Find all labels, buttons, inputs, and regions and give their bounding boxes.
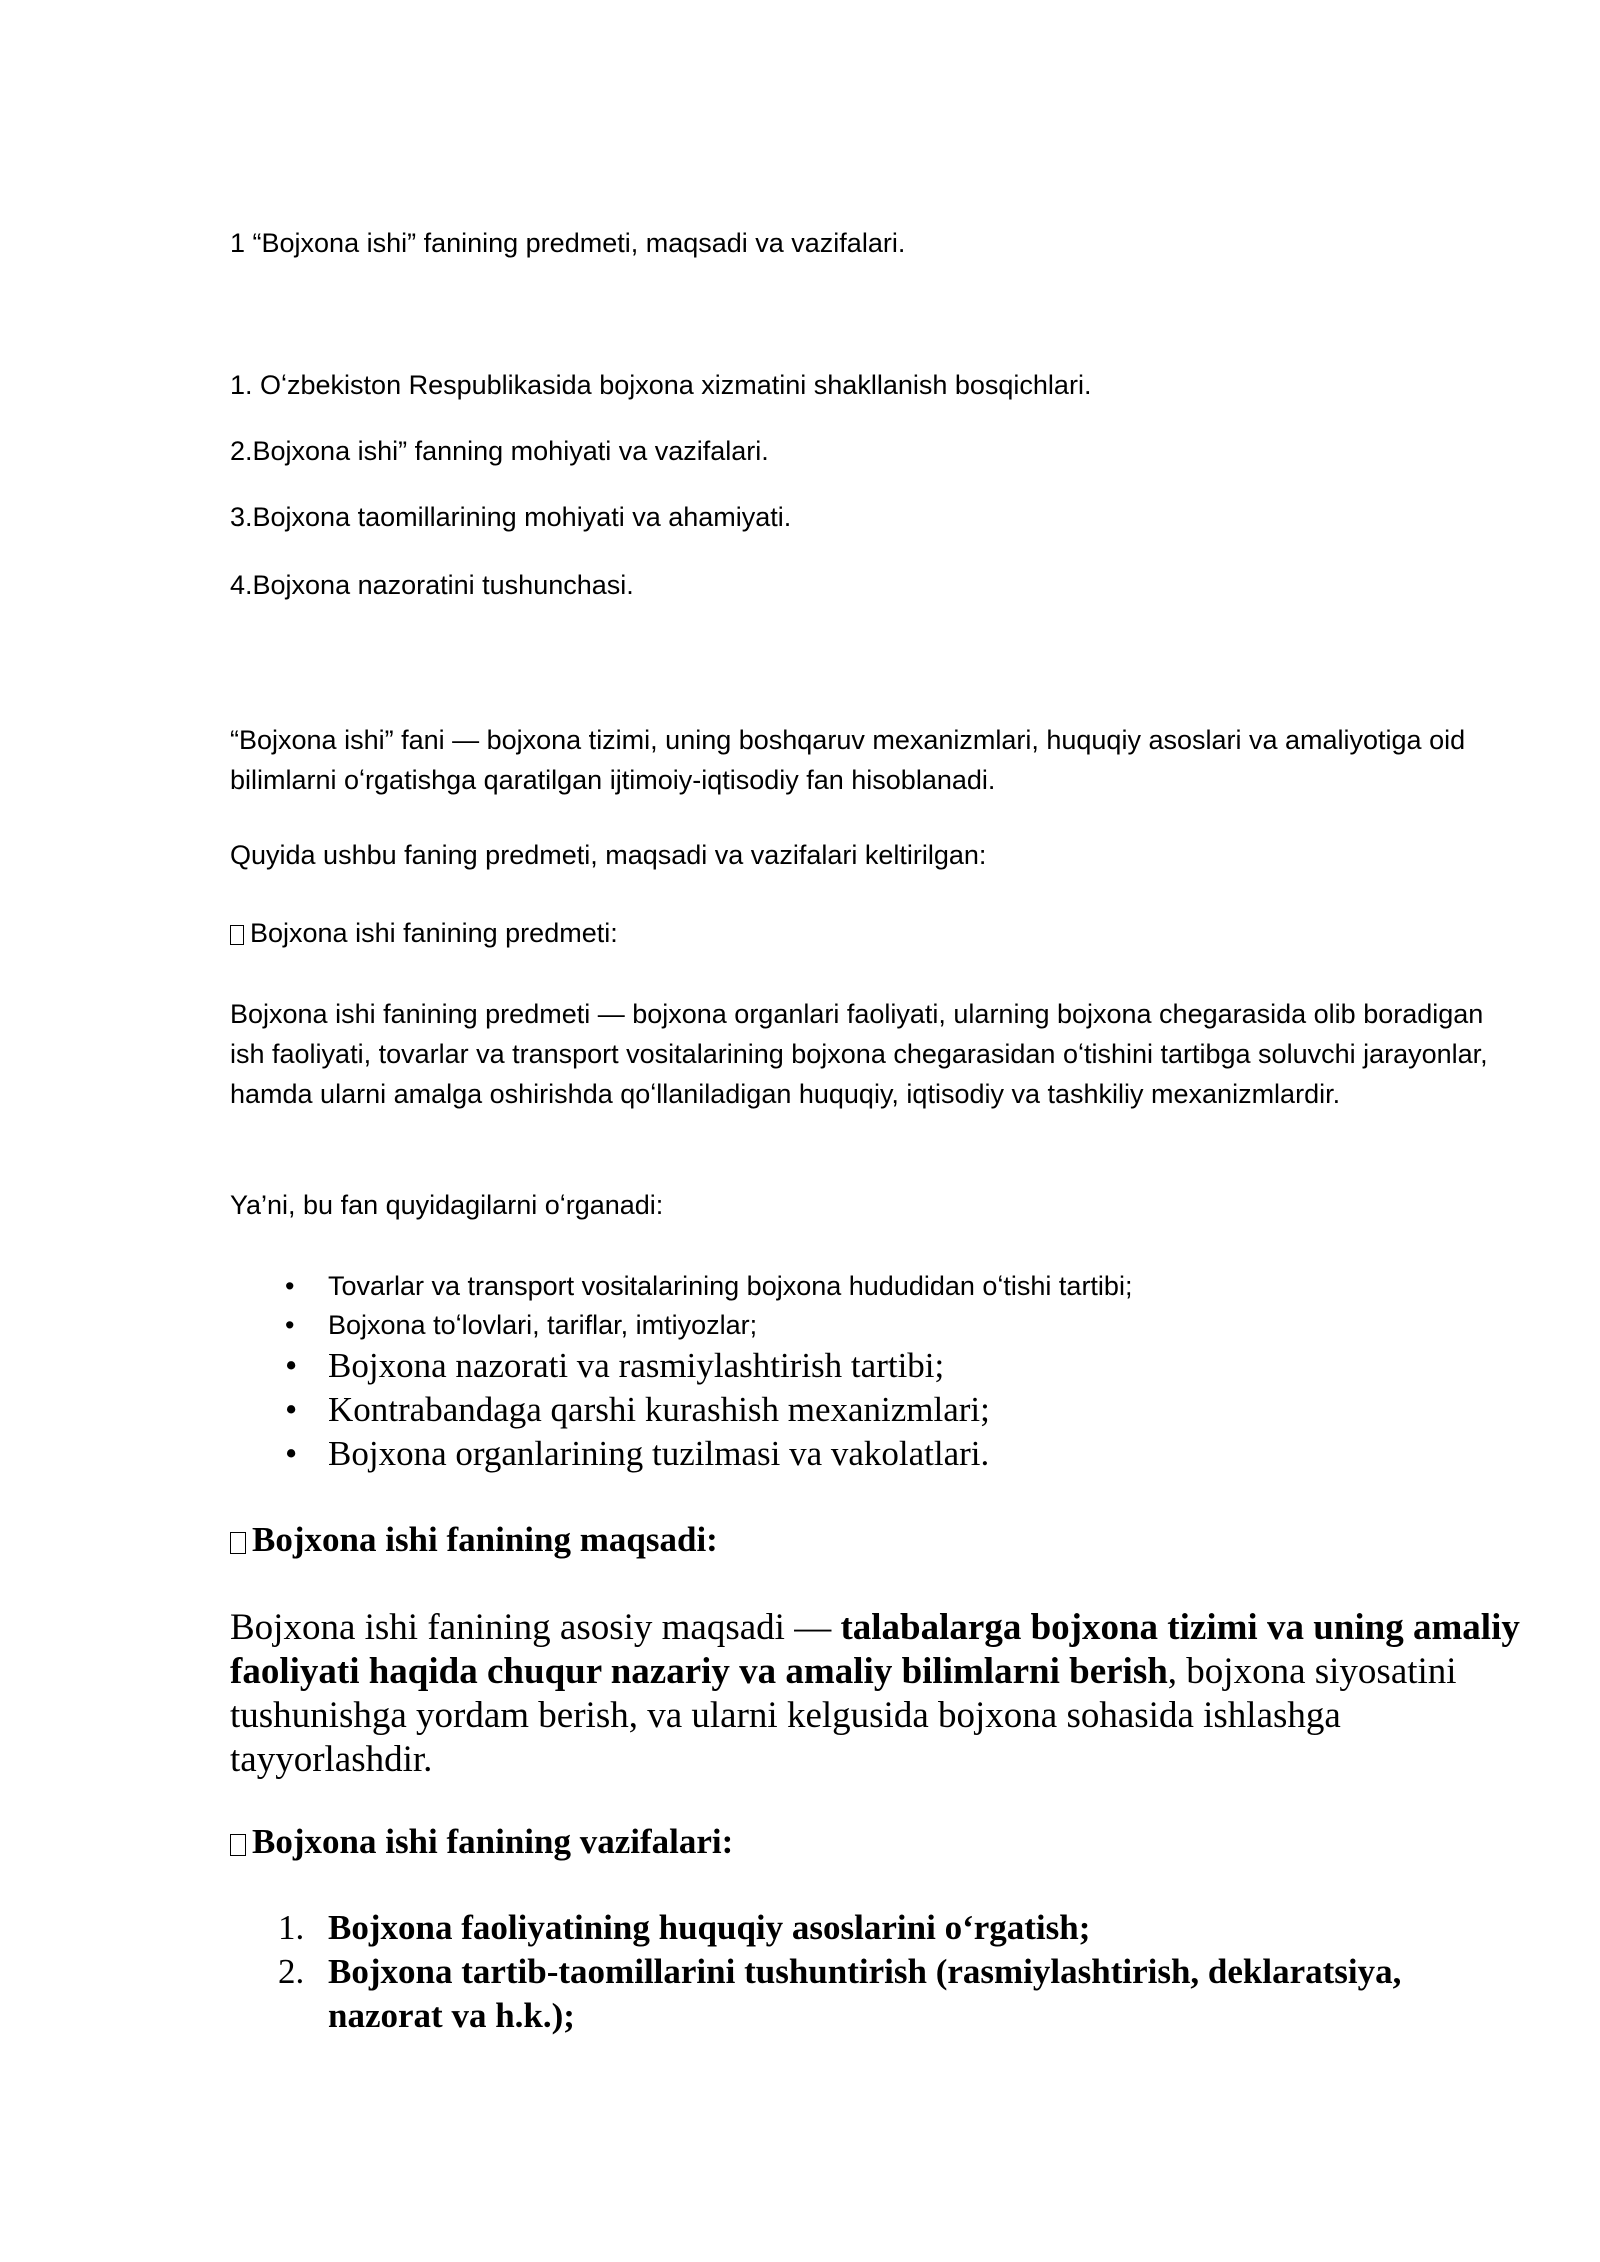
- outline-item-2: 2.Bojxona ishi” fanning mohiyati va vazifalari.: [230, 436, 769, 466]
- tasks-heading-text: Bojxona ishi fanining vazifalari:: [252, 1822, 734, 1861]
- tasks-heading: [230, 1822, 1500, 1862]
- lead-paragraph: Quyida ushbu faning predmeti, maqsadi va vazifalari keltirilgan:: [230, 840, 987, 870]
- list-item: • Bojxona nazorati va rasmiylashtirish tartibi;: [230, 1344, 1132, 1388]
- bullet: •: [285, 1434, 298, 1473]
- list-item: • Bojxona toʻlovlari, tariflar, imtiyozlar;: [230, 1306, 1132, 1344]
- missing-glyph-icon: [230, 1532, 246, 1554]
- subject-heading-text: Bojxona ishi fanining predmeti:: [250, 918, 618, 948]
- subject-heading: [230, 918, 1500, 949]
- subject-list-lead: Ya’ni, bu fan quyidagilarni oʻrganadi:: [230, 1190, 664, 1220]
- subject-paragraph: Bojxona ishi fanining predmeti — bojxona organlari faoliyati, ularning bojxona chegarasida olib boradigan ish faoliyati, tovarlar va transport vositalarining bojxona chegarasidan oʻtishini tartibga soluvchi jarayonlar, hamda ularni amalga oshirishda qoʻllaniladigan huquqiy, iqtisodiy va tashkiliy mexanizmlardir.: [230, 999, 1488, 1109]
- bullet: •: [285, 1271, 295, 1301]
- bullet: •: [285, 1390, 298, 1429]
- list-item: • Tovarlar va transport vositalarining bojxona hududidan oʻtishi tartibi;: [230, 1266, 1132, 1306]
- list-number: 2.: [278, 1952, 305, 1991]
- outline-item-3: 3.Bojxona taomillarining mohiyati va ahamiyati.: [230, 502, 792, 532]
- goal-paragraph: Bojxona ishi fanining asosiy maqsadi — talabalarga bojxona tizimi va uning amaliy faoliyati haqida chuqur nazariy va amaliy bilimlarni berish, bojxona siyosatini tushunishga yordam berish, va ularni kelgusida bojxona sohasida ishlashga tayyorlashdir.: [230, 1607, 1520, 1780]
- bullet: •: [285, 1346, 298, 1385]
- list-item: • Bojxona organlarining tuzilmasi va vakolatlari.: [230, 1432, 1132, 1476]
- list-number: 1.: [278, 1908, 305, 1947]
- goal-heading: [230, 1520, 1500, 1560]
- subject-topics-list: [230, 1266, 1132, 1476]
- goal-emphasis: talabalarga bojxona tizimi va uning amaliy faoliyati haqida chuqur nazariy va amaliy bilimlarni berish: [230, 1607, 1520, 1692]
- intro-paragraph: “Bojxona ishi” fani — bojxona tizimi, uning boshqaruv mexanizmlari, huquqiy asoslari va amaliyotiga oid bilimlarni oʻrgatishga qaratilgan ijtimoiy-iqtisodiy fan hisoblanadi.: [230, 725, 1466, 795]
- tasks-list: [230, 1906, 1500, 2038]
- missing-glyph-icon: [230, 925, 244, 945]
- list-item: 1. Bojxona faoliyatining huquqiy asoslarini oʻrgatish;: [230, 1906, 1500, 1950]
- bullet: •: [285, 1310, 295, 1340]
- goal-heading-text: Bojxona ishi fanining maqsadi:: [252, 1520, 718, 1559]
- outline-item-4: 4.Bojxona nazoratini tushunchasi.: [230, 570, 634, 600]
- outline-item-1: 1. Oʻzbekiston Respublikasida bojxona xizmatini shakllanish bosqichlari.: [230, 370, 1092, 400]
- missing-glyph-icon: [230, 1834, 246, 1856]
- document-title-line: 1 “Bojxona ishi” fanining predmeti, maqsadi va vazifalari.: [230, 228, 906, 258]
- list-item: • Kontrabandaga qarshi kurashish mexanizmlari;: [230, 1388, 1132, 1432]
- list-item: 2. Bojxona tartib-taomillarini tushuntirish (rasmiylashtirish, deklaratsiya, nazorat va h.k.);: [278, 1952, 1402, 2035]
